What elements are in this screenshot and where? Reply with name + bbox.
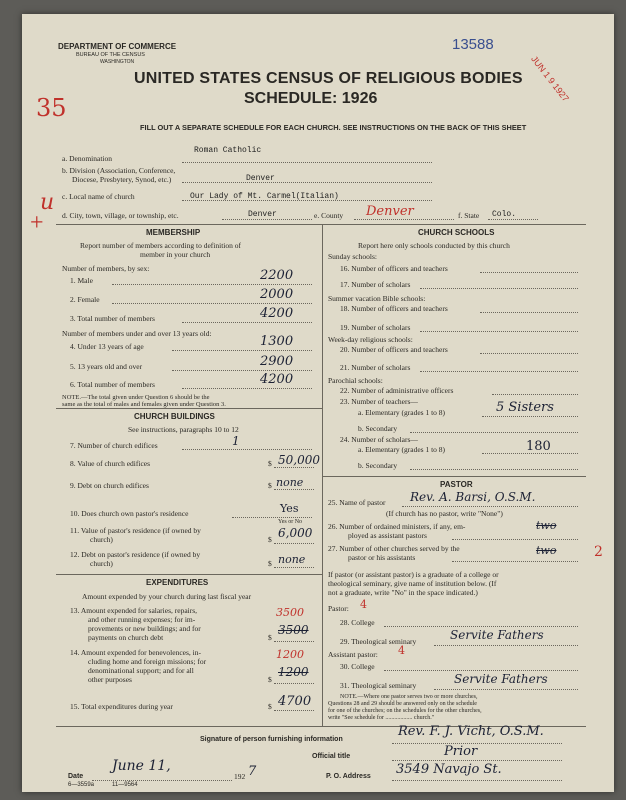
q5-label: 5. 13 years old and over xyxy=(70,362,143,371)
q23-label: 23. Number of teachers— xyxy=(340,397,418,406)
q23b-label: b. Secondary xyxy=(358,424,398,433)
q14-dollar: $ xyxy=(268,675,272,684)
schedule-title: SCHEDULE: 1926 xyxy=(244,90,378,107)
q24a-value: 180 xyxy=(526,439,551,454)
q12-label-1: 12. Debt on pastor's residence (if owned by xyxy=(70,550,201,559)
bureau-label: BUREAU OF THE CENSUS xyxy=(76,52,145,58)
q14-label-3: denominational support; and for all xyxy=(88,666,194,675)
pastor-note-1: NOTE.—Where one pastor serves two or more churches, xyxy=(340,694,478,700)
q17-label: 17. Number of scholars xyxy=(340,280,411,289)
department-label: DEPARTMENT OF COMMERCE xyxy=(58,42,177,51)
q27-value: two xyxy=(536,544,557,557)
date-value: June 11, xyxy=(112,758,171,774)
pastor-note-3: for one of the churches; on the schedules for the other churches, xyxy=(328,708,482,714)
q29-value: Servite Fathers xyxy=(450,628,544,642)
q6-value: 4200 xyxy=(260,372,294,387)
q15-value: 4700 xyxy=(278,694,312,709)
q22-label: 22. Number of administrative officers xyxy=(340,386,454,395)
red-mark-u: u xyxy=(40,190,55,215)
pastor-heading: PASTOR xyxy=(440,480,473,489)
city-town-value: Denver xyxy=(248,210,277,219)
q11-dollar: $ xyxy=(268,535,272,544)
membership-sub-2: member in your church xyxy=(140,250,211,259)
q8-dollar: $ xyxy=(268,459,272,468)
year-value: 7 xyxy=(248,764,257,779)
official-title-value: Prior xyxy=(444,744,478,759)
q19-label: 19. Number of scholars xyxy=(340,323,411,332)
q18-label: 18. Number of officers and teachers xyxy=(340,304,448,313)
summer-label: Summer vacation Bible schools: xyxy=(328,294,426,303)
po-address-value: 3549 Navajo St. xyxy=(396,762,502,777)
by-sex-label: Number of members, by sex: xyxy=(62,264,150,273)
sunday-label: Sunday schools: xyxy=(328,252,377,261)
graduate-note-3: not a graduate, write "No" in the space indicated.) xyxy=(328,588,478,597)
q13-label-2: and other running expenses; for im- xyxy=(88,615,196,624)
q7-value: 1 xyxy=(232,434,240,448)
q21-label: 21. Number of scholars xyxy=(340,363,411,372)
q31-label: 31. Theological seminary xyxy=(340,681,417,690)
q26-label-2: ployed as assistant pastors xyxy=(348,531,427,540)
membership-note-2: same as the total of males and females given under Question 3. xyxy=(62,401,226,408)
local-name-value: Our Lady of Mt. Carmel(Italian) xyxy=(190,192,339,201)
form-title: UNITED STATES CENSUS OF RELIGIOUS BODIES xyxy=(134,70,523,87)
signature-label: Signature of person furnishing information xyxy=(200,736,343,743)
q14-value: 1200 xyxy=(278,665,309,679)
q23a-label: a. Elementary (grades 1 to 8) xyxy=(358,408,446,417)
q3-label: 3. Total number of members xyxy=(70,314,155,323)
q1-label: 1. Male xyxy=(70,276,93,285)
q12-dollar: $ xyxy=(268,559,272,568)
q16-label: 16. Number of officers and teachers xyxy=(340,264,448,273)
pastor-sub-label: Pastor: xyxy=(328,604,349,613)
q31-value: Servite Fathers xyxy=(454,672,548,686)
q27-label-1: 27. Number of other churches served by the xyxy=(328,544,460,553)
q10-label: 10. Does church own pastor's residence xyxy=(70,509,189,518)
red-mark-35: 35 xyxy=(36,94,67,122)
q24a-label: a. Elementary (grades 1 to 8) xyxy=(358,445,446,454)
q8-value: 50,000 xyxy=(278,453,320,467)
q14-label-1: 14. Amount expended for benevolences, in- xyxy=(70,648,202,657)
po-address-label: P. O. Address xyxy=(326,773,371,780)
pastor-note-2: Questions 28 and 29 should be answered only on the schedule xyxy=(328,701,477,707)
q12-value: none xyxy=(278,553,306,566)
graduate-note-1: If pastor (or assistant pastor) is a graduate of a college or xyxy=(328,570,499,579)
expenditures-sub: Amount expended by your church during last fiscal year xyxy=(82,592,252,601)
q27-label-2: pastor or his assistants xyxy=(348,553,416,562)
q24-label: 24. Number of scholars— xyxy=(340,435,418,444)
q14-label-2: cluding home and foreign missions; for xyxy=(88,657,207,666)
membership-heading: MEMBERSHIP xyxy=(146,228,201,237)
q30-label: 30. College xyxy=(340,662,375,671)
q6-label: 6. Total number of members xyxy=(70,380,155,389)
q14-red-value: 1200 xyxy=(276,648,304,661)
city-town-label: d. City, town, village, or township, etc. xyxy=(62,211,179,220)
q28-label: 28. College xyxy=(340,618,375,627)
q13-label-1: 13. Amount expended for salaries, repairs, xyxy=(70,606,198,615)
graduate-note-2: theological seminary, give name of institution below. (If xyxy=(328,579,497,588)
assistant-mark: 4 xyxy=(398,644,405,657)
form-number-2: 11—9564 xyxy=(112,782,138,788)
serial-number: 13588 xyxy=(452,36,494,53)
schools-heading: CHURCH SCHOOLS xyxy=(418,228,495,237)
parochial-label: Parochial schools: xyxy=(328,376,383,385)
q11-value: 6,000 xyxy=(278,526,313,540)
q11-label-1: 11. Value of pastor's residence (if owned by xyxy=(70,526,201,535)
division-label-1: b. Division (Association, Conference, xyxy=(62,166,176,175)
city-label: WASHINGTON xyxy=(100,59,135,65)
instruction-line: FILL OUT A SEPARATE SCHEDULE FOR EACH CHURCH. SEE INSTRUCTIONS ON THE BACK OF THIS SHEET xyxy=(140,123,527,132)
county-label: e. County xyxy=(314,211,344,220)
date-label: Date xyxy=(68,773,84,780)
county-value: Denver xyxy=(366,204,414,219)
q7-label: 7. Number of church edifices xyxy=(70,441,158,450)
pastor-note-4: write "See schedule for .................. church." xyxy=(328,715,435,721)
q2-value: 2000 xyxy=(260,287,294,302)
q4-label: 4. Under 13 years of age xyxy=(70,342,144,351)
buildings-heading: CHURCH BUILDINGS xyxy=(134,412,215,421)
official-title-label: Official title xyxy=(312,753,351,760)
q3-value: 4200 xyxy=(260,306,294,321)
division-label-2: Diocese, Presbytery, Synod, etc.) xyxy=(72,175,172,184)
q29-label: 29. Theological seminary xyxy=(340,637,417,646)
weekday-label: Week-day religious schools: xyxy=(328,335,413,344)
received-date-stamp: JUN 1 9 1927 xyxy=(529,54,571,104)
yes-no-hint: Yes or No xyxy=(278,519,303,525)
pastor-sub-mark: 4 xyxy=(360,598,367,611)
q15-dollar: $ xyxy=(268,702,272,711)
q26-label-1: 26. Number of ordained ministers, if any, em- xyxy=(328,522,466,531)
form-number: 6—3559a xyxy=(68,782,95,788)
q13-label-4: payments on church debt xyxy=(88,633,164,642)
q20-label: 20. Number of officers and teachers xyxy=(340,345,448,354)
membership-sub-1: Report number of members according to definition of xyxy=(80,241,241,250)
q25-label: 25. Name of pastor xyxy=(328,498,386,507)
q9-dollar: $ xyxy=(268,481,272,490)
census-schedule-sheet xyxy=(22,14,614,792)
q23a-value: 5 Sisters xyxy=(496,400,554,415)
state-label: f. State xyxy=(458,211,480,220)
q8-label: 8. Value of church edifices xyxy=(70,459,151,468)
signature-value: Rev. F. J. Vicht, O.S.M. xyxy=(398,724,544,739)
q25-value: Rev. A. Barsi, O.S.M. xyxy=(410,490,536,504)
state-value: Colo. xyxy=(492,210,517,219)
q13-value: 3500 xyxy=(278,623,309,637)
age-label: Number of members under and over 13 years old: xyxy=(62,329,212,338)
membership-note-1: NOTE.—The total given under Question 6 should be the xyxy=(62,394,210,401)
denomination-value: Roman Catholic xyxy=(194,146,262,155)
expenditures-heading: EXPENDITURES xyxy=(146,578,209,587)
q9-value: none xyxy=(276,476,304,489)
q14-label-4: other purposes xyxy=(88,675,132,684)
q26-value: two xyxy=(536,519,557,532)
q13-label-3: provements or new buildings; and for xyxy=(88,624,201,633)
division-value: Denver xyxy=(246,174,275,183)
buildings-sub: See instructions, paragraphs 10 to 12 xyxy=(128,425,239,434)
q24b-label: b. Secondary xyxy=(358,461,398,470)
q15-label: 15. Total expenditures during year xyxy=(70,702,173,711)
q2-label: 2. Female xyxy=(70,295,100,304)
denomination-label: a. Denomination xyxy=(62,154,112,163)
q4-value: 1300 xyxy=(260,334,294,349)
assistant-label: Assistant pastor: xyxy=(328,650,378,659)
q13-dollar: $ xyxy=(268,633,272,642)
red-mark-plus: + xyxy=(30,210,44,236)
q9-label: 9. Debt on church edifices xyxy=(70,481,149,490)
schools-sub: Report here only schools conducted by this church xyxy=(358,241,510,250)
q12-label-2: church) xyxy=(90,559,113,568)
q25-note: (If church has no pastor, write "None") xyxy=(386,509,503,518)
q11-label-2: church) xyxy=(90,535,113,544)
q10-value: Yes xyxy=(280,502,299,515)
local-name-label: c. Local name of church xyxy=(62,192,135,201)
q27-red-value: 2 xyxy=(594,544,603,560)
year-prefix: 192 xyxy=(234,772,246,781)
q5-value: 2900 xyxy=(260,354,294,369)
q13-red-value: 3500 xyxy=(276,606,304,619)
q1-value: 2200 xyxy=(260,268,294,283)
